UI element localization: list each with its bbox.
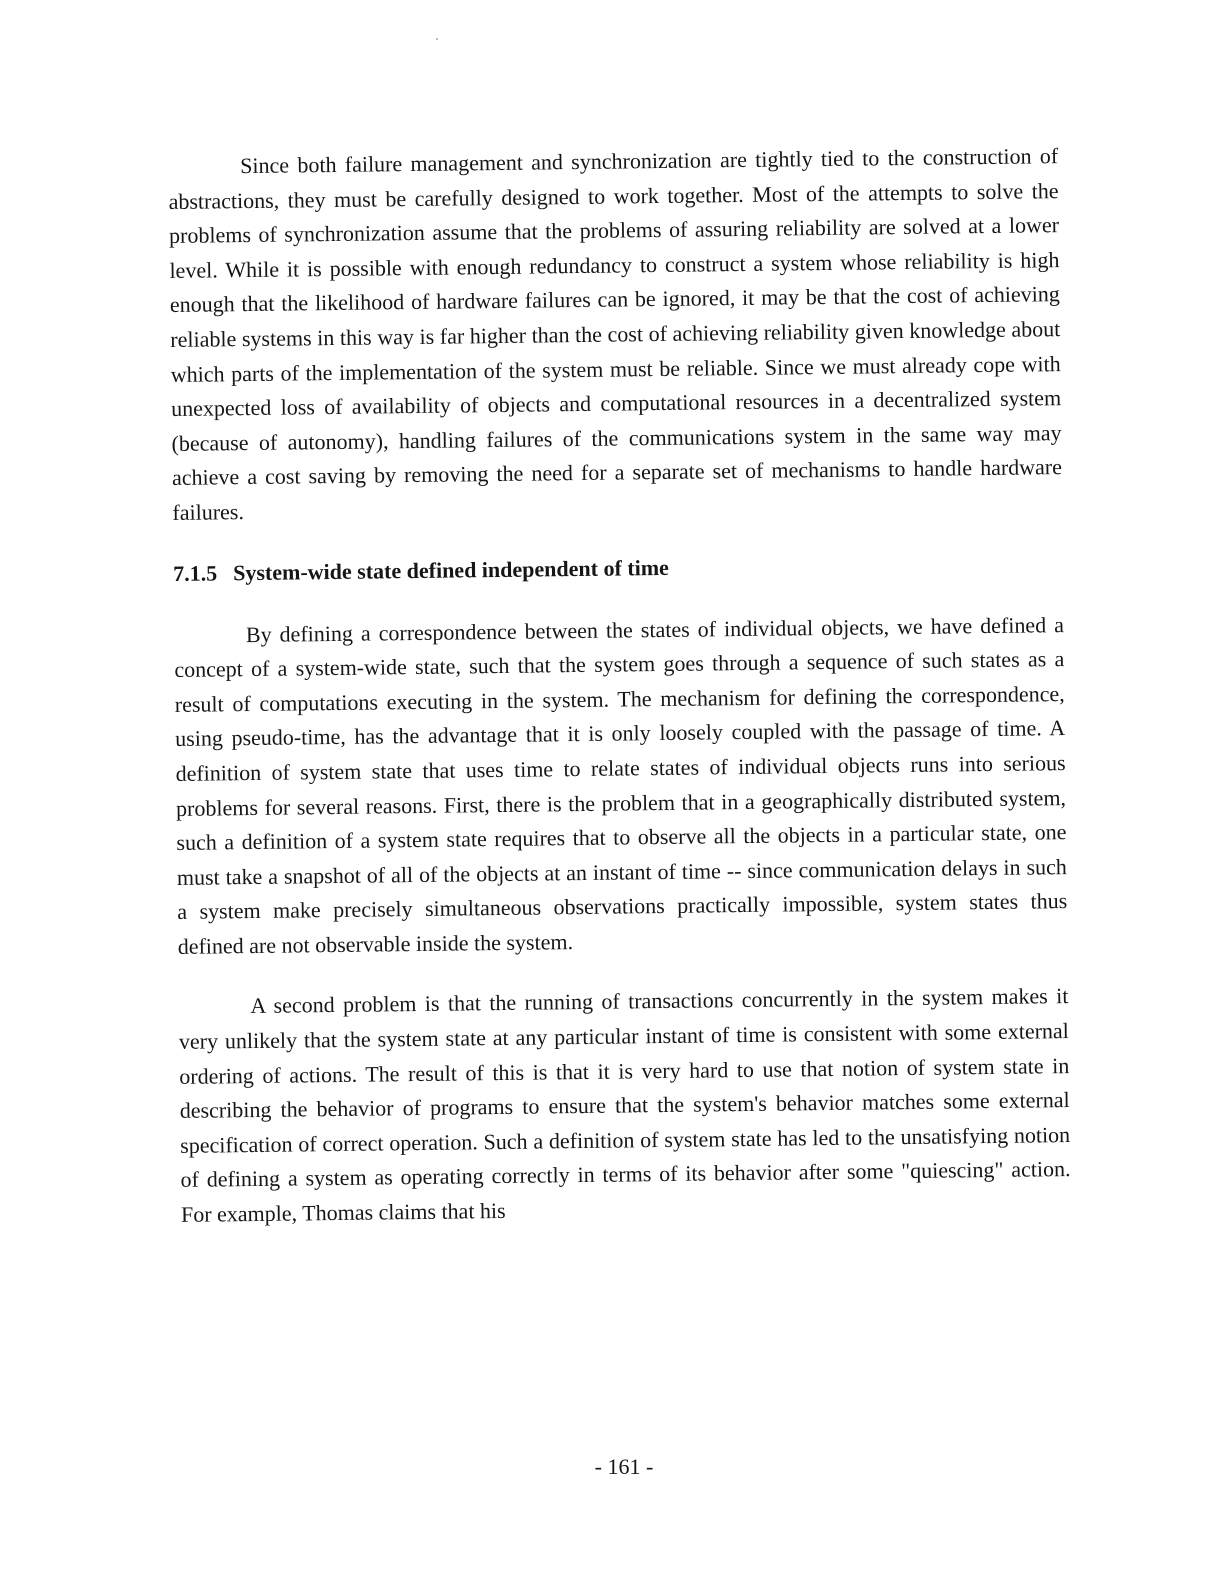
paragraph-second-problem: A second problem is that the running of transactions concurrently in the system makes it very unlikely that the system state at any particular instant of time is consistent with some external ordering of actions. The result of this is that it is very hard to use that notion of system state in describing the behavior of programs to ensure that the system's behavior matches some external specification of correct operation. Such a definition of system state has led to the unsatisfying notion of defining a system as operating correctly in terms of its behavior after some "quiescing" action. For example, Thomas claims that his [178,983,1071,1227]
page-number: - 161 - [594,1454,654,1479]
scan-speck [436,38,438,40]
paragraph-failure-management: Since both failure management and synchronization are tightly tied to the construction of abstractions, they must be carefully designed to work together. Most of the attempts to solve the problems of synchronization assume that the problems of assuring reliability are solved at a lower level. While it is possible with enough redundancy to construct a system whose reliability is high enough that the likelihood of hardware failures can be ignored, it may be that the cost of achieving reliable systems in this way is far higher than the cost of achieving reliability given knowledge about which parts of the implementation of the system must be reliable. Since we must already cope with unexpected loss of availability of objects and computational resources in a decentralized system (because of autonomy), handling failures of the communications system in the same way may achieve a cost saving by removing the need for a separate set of mechanisms to handle hardware failures. [168,143,1063,525]
paragraph-system-wide-state: By defining a correspondence between the states of individual objects, we have defined a concept of a system-wide state, such that the system goes through a sequence of such states as a result of computations executing in the system. The mechanism for defining the correspondence, using pseudo-time, has the advantage that it is only loosely coupled with the passage of time. A definition of system state that uses time to relate states of individual objects runs into serious problems for several reasons. First, there is the problem that in a geographically distributed system, such a definition of a system state requires that to observe all the objects in a particular state, one must take a snapshot of all of the objects at an instant of time -- since communication delays in such a system make precisely simultaneous observations practically impossible, system states thus defined are not observable inside the system. [174,611,1068,959]
section-heading [173,546,1063,591]
section-title: System-wide state defined independent of time [233,554,669,585]
page-body [168,139,1071,1232]
section-number: 7.1.5 [173,559,218,586]
